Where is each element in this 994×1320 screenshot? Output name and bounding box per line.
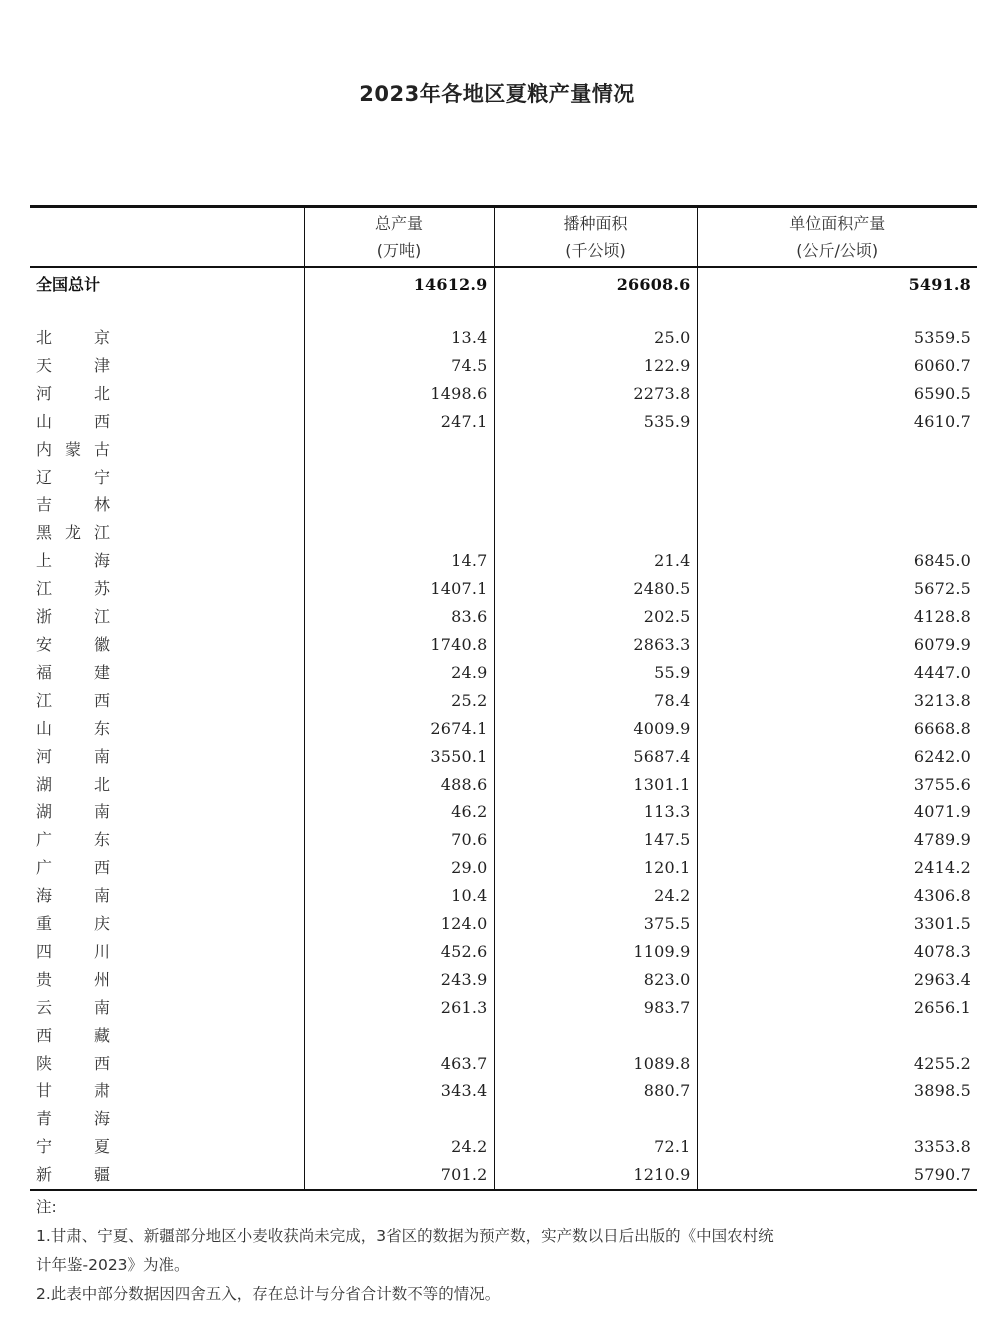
region-name-text: 山 西: [36, 411, 110, 431]
region-name-text: 吉 林: [36, 495, 110, 515]
yield-value: 2963.4: [697, 966, 977, 994]
spacer-row: [30, 302, 977, 324]
area-value: 2863.3: [494, 631, 697, 659]
region-name-text: 湖 北: [36, 774, 110, 794]
area-value: 535.9: [494, 408, 697, 436]
table-row: [30, 519, 977, 547]
header-yield: [697, 207, 977, 268]
table-row: [30, 1050, 977, 1078]
production-value: [304, 519, 494, 547]
yield-value: 5359.5: [697, 324, 977, 352]
area-value: 122.9: [494, 352, 697, 380]
region-name-text: 海 南: [36, 886, 110, 906]
table-row: [30, 938, 977, 966]
yield-value: 6845.0: [697, 547, 977, 575]
production-value: 343.4: [304, 1077, 494, 1105]
yield-value: [697, 491, 977, 519]
production-value: 1407.1: [304, 575, 494, 603]
total-label: 全国总计: [36, 275, 101, 294]
yield-value: 6060.7: [697, 352, 977, 380]
yield-value: 4128.8: [697, 603, 977, 631]
region-name-text: 江 西: [36, 690, 110, 710]
table-row: [30, 1022, 977, 1050]
yield-value: 4306.8: [697, 882, 977, 910]
region-name-text: 云 南: [36, 997, 110, 1017]
region-name-text: 广 东: [36, 830, 110, 850]
area-value: 25.0: [494, 324, 697, 352]
yield-value: [697, 1105, 977, 1133]
production-value: [304, 1105, 494, 1133]
region-name-text: 宁 夏: [36, 1137, 110, 1157]
header-production: [304, 207, 494, 268]
area-value: 1301.1: [494, 771, 697, 799]
table-row: [30, 575, 977, 603]
header-region: [30, 207, 304, 268]
area-value: 4009.9: [494, 715, 697, 743]
region-name-text: 山 东: [36, 718, 110, 738]
region-name-text: 天 津: [36, 355, 110, 375]
region-name: [30, 826, 304, 854]
region-name: [30, 854, 304, 882]
area-value: 823.0: [494, 966, 697, 994]
table-row: [30, 854, 977, 882]
yield-value: 4610.7: [697, 408, 977, 436]
table-row: [30, 994, 977, 1022]
table-row: [30, 491, 977, 519]
area-value: [494, 436, 697, 464]
header-area-label: 播种面积: [563, 214, 628, 233]
region-name-text: 河 南: [36, 746, 110, 766]
table-row: [30, 547, 977, 575]
yield-value: 6079.9: [697, 631, 977, 659]
yield-value: [697, 1022, 977, 1050]
production-value: 29.0: [304, 854, 494, 882]
area-value: 2480.5: [494, 575, 697, 603]
area-value: 880.7: [494, 1077, 697, 1105]
region-name: [30, 1133, 304, 1161]
yield-value: 6668.8: [697, 715, 977, 743]
region-name: [30, 1077, 304, 1105]
region-name: [30, 519, 304, 547]
total-row: [30, 267, 977, 302]
region-name-text: 河 北: [36, 383, 110, 403]
production-value: 701.2: [304, 1161, 494, 1190]
production-value: 14.7: [304, 547, 494, 575]
table-row: [30, 631, 977, 659]
yield-value: 4447.0: [697, 659, 977, 687]
region-name: [30, 575, 304, 603]
table-row: [30, 436, 977, 464]
table-row: [30, 324, 977, 352]
area-value: 1210.9: [494, 1161, 697, 1190]
table-row: [30, 966, 977, 994]
region-name: [30, 436, 304, 464]
production-value: 261.3: [304, 994, 494, 1022]
yield-value: [697, 519, 977, 547]
region-name-text: 黑 龙 江: [36, 523, 110, 543]
area-value: [494, 519, 697, 547]
production-value: [304, 491, 494, 519]
yield-value: 3213.8: [697, 687, 977, 715]
production-value: 74.5: [304, 352, 494, 380]
yield-value: 2414.2: [697, 854, 977, 882]
table-row: [30, 687, 977, 715]
note-2: 2.此表中部分数据因四舍五入，存在总计与分省合计数不等的情况。: [36, 1285, 501, 1303]
region-name-text: 广 西: [36, 858, 110, 878]
yield-value: 3898.5: [697, 1077, 977, 1105]
table-row: [30, 380, 977, 408]
area-value: 147.5: [494, 826, 697, 854]
region-name: [30, 352, 304, 380]
yield-value: [697, 464, 977, 492]
area-value: 202.5: [494, 603, 697, 631]
area-value: [494, 464, 697, 492]
area-value: 1089.8: [494, 1050, 697, 1078]
region-name: [30, 771, 304, 799]
region-name-text: 新 疆: [36, 1165, 110, 1185]
yield-value: 4071.9: [697, 798, 977, 826]
table-row: [30, 464, 977, 492]
total-production: 14612.9: [304, 267, 494, 302]
area-value: 5687.4: [494, 743, 697, 771]
production-value: [304, 1022, 494, 1050]
yield-value: 3301.5: [697, 910, 977, 938]
area-value: 1109.9: [494, 938, 697, 966]
table-row: [30, 1161, 977, 1190]
region-name: [30, 994, 304, 1022]
production-value: 46.2: [304, 798, 494, 826]
table-row: [30, 715, 977, 743]
production-value: 24.2: [304, 1133, 494, 1161]
region-name: [30, 743, 304, 771]
area-value: [494, 1022, 697, 1050]
production-value: 124.0: [304, 910, 494, 938]
region-name: [30, 938, 304, 966]
area-value: 375.5: [494, 910, 697, 938]
table-row: [30, 771, 977, 799]
footnotes: [36, 1193, 936, 1309]
region-name-text: 重 庆: [36, 914, 110, 934]
area-value: 120.1: [494, 854, 697, 882]
region-name: [30, 1105, 304, 1133]
region-name-text: 上 海: [36, 551, 110, 571]
region-name: [30, 324, 304, 352]
production-value: 488.6: [304, 771, 494, 799]
region-name: [30, 464, 304, 492]
page-title: 2023年各地区夏粮产量情况: [359, 82, 635, 106]
note-1-continued: 计年鉴-2023》为准。: [36, 1256, 190, 1274]
production-value: 243.9: [304, 966, 494, 994]
production-value: 1498.6: [304, 380, 494, 408]
region-name: [30, 687, 304, 715]
production-value: [304, 464, 494, 492]
production-value: 25.2: [304, 687, 494, 715]
header-area: [494, 207, 697, 268]
region-name-text: 福 建: [36, 662, 110, 682]
yield-value: 3755.6: [697, 771, 977, 799]
production-value: 3550.1: [304, 743, 494, 771]
region-name: [30, 910, 304, 938]
area-value: 21.4: [494, 547, 697, 575]
yield-value: 3353.8: [697, 1133, 977, 1161]
yield-value: 4078.3: [697, 938, 977, 966]
production-value: 247.1: [304, 408, 494, 436]
region-name-text: 陕 西: [36, 1053, 110, 1073]
table-row: [30, 910, 977, 938]
header-yield-label: 单位面积产量: [789, 214, 886, 233]
table-row: [30, 659, 977, 687]
region-name: [30, 882, 304, 910]
table-row: [30, 1077, 977, 1105]
production-value: 452.6: [304, 938, 494, 966]
region-name-text: 江 苏: [36, 579, 110, 599]
yield-value: 2656.1: [697, 994, 977, 1022]
total-area: 26608.6: [494, 267, 697, 302]
production-value: [304, 436, 494, 464]
region-name-text: 贵 州: [36, 969, 110, 989]
table-row: [30, 743, 977, 771]
region-name: [30, 966, 304, 994]
table-row: [30, 1133, 977, 1161]
region-name: [30, 603, 304, 631]
area-value: [494, 1105, 697, 1133]
production-value: 83.6: [304, 603, 494, 631]
region-name-text: 内 蒙 古: [36, 439, 110, 459]
table-row: [30, 826, 977, 854]
table-row: [30, 882, 977, 910]
region-name-text: 安 徽: [36, 634, 110, 654]
region-name: [30, 491, 304, 519]
yield-value: [697, 436, 977, 464]
summer-grain-table: [30, 205, 977, 1191]
region-name-text: 辽 宁: [36, 467, 110, 487]
region-name-text: 青 海: [36, 1109, 110, 1129]
table-row: [30, 1105, 977, 1133]
area-value: 55.9: [494, 659, 697, 687]
production-value: 1740.8: [304, 631, 494, 659]
area-value: 2273.8: [494, 380, 697, 408]
region-name-text: 四 川: [36, 941, 110, 961]
yield-value: 5672.5: [697, 575, 977, 603]
total-yield: 5491.8: [697, 267, 977, 302]
header-production-label: 总产量: [374, 214, 423, 233]
table-row: [30, 408, 977, 436]
region-name: [30, 1161, 304, 1190]
table-row: [30, 603, 977, 631]
region-name: [30, 380, 304, 408]
region-name: [30, 408, 304, 436]
region-name-text: 浙 江: [36, 607, 110, 627]
region-name: [30, 1050, 304, 1078]
region-name: [30, 715, 304, 743]
notes-heading: 注:: [36, 1198, 57, 1216]
region-name: [30, 1022, 304, 1050]
header-area-unit: (千公顷): [565, 241, 626, 260]
region-name-text: 湖 南: [36, 802, 110, 822]
production-value: 10.4: [304, 882, 494, 910]
region-name: [30, 631, 304, 659]
region-name-text: 北 京: [36, 328, 110, 347]
yield-value: 6242.0: [697, 743, 977, 771]
production-value: 13.4: [304, 324, 494, 352]
production-value: 70.6: [304, 826, 494, 854]
area-value: 78.4: [494, 687, 697, 715]
header-production-unit: (万吨): [376, 241, 422, 260]
area-value: 983.7: [494, 994, 697, 1022]
production-value: 2674.1: [304, 715, 494, 743]
region-name: [30, 798, 304, 826]
yield-value: 5790.7: [697, 1161, 977, 1190]
region-name-text: 甘 肃: [36, 1081, 110, 1101]
region-name-text: 西 藏: [36, 1025, 110, 1045]
area-value: 72.1: [494, 1133, 697, 1161]
table-row: [30, 352, 977, 380]
region-name: [30, 659, 304, 687]
production-value: 463.7: [304, 1050, 494, 1078]
area-value: 113.3: [494, 798, 697, 826]
yield-value: 6590.5: [697, 380, 977, 408]
region-name: [30, 547, 304, 575]
note-1: 1.甘肃、宁夏、新疆部分地区小麦收获尚未完成，3省区的数据为预产数，实产数以日后出版的《中国农村统: [36, 1227, 774, 1245]
production-value: 24.9: [304, 659, 494, 687]
area-value: [494, 491, 697, 519]
yield-value: 4789.9: [697, 826, 977, 854]
area-value: 24.2: [494, 882, 697, 910]
header-yield-unit: (公斤/公顷): [796, 241, 879, 260]
table-header-row: [30, 207, 977, 268]
table-row: [30, 798, 977, 826]
yield-value: 4255.2: [697, 1050, 977, 1078]
